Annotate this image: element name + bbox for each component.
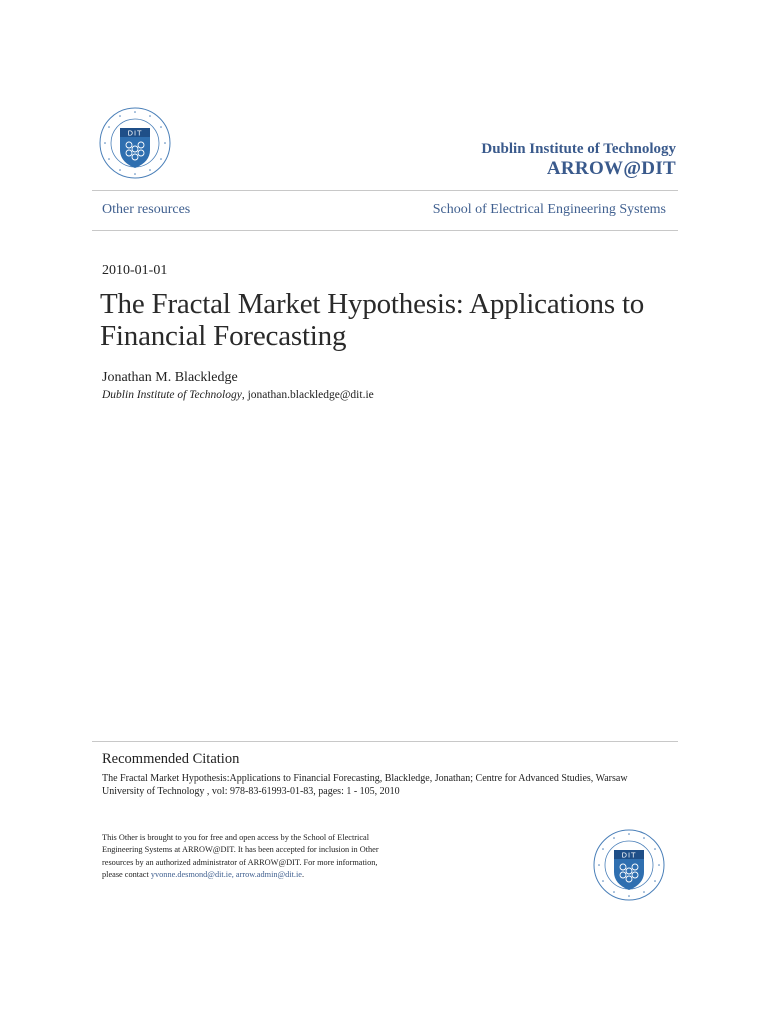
author-name: Jonathan M. Blackledge [102, 370, 238, 385]
repository-name[interactable]: ARROW@DIT [546, 158, 676, 179]
citation-text: The Fractal Market Hypothesis:Applications to Financial Forecasting, Blackledge, Jonathan; Centre for Advanced Studies, Warsaw University of Technology , vol: 978-83-61993-01-83, pages: 1 - 105, 2010 [102, 773, 628, 797]
citation-heading: Recommended Citation [102, 751, 240, 767]
notice-trailing: . [302, 870, 305, 880]
nav-divider [92, 230, 678, 231]
institution-name: Dublin Institute of Technology [481, 141, 676, 157]
article-title: The Fractal Market Hypothesis: Applications to Financial Forecasting [100, 288, 645, 352]
access-notice [102, 832, 392, 882]
svg-text:DIT: DIT [621, 851, 637, 860]
affiliation-name: Dublin Institute of Technology [102, 389, 242, 401]
dit-seal-logo-footer [592, 828, 666, 902]
notice-text: This Other is brought to you for free and open access by the School of Electrical Engineering Systems at ARROW@DIT. It has been accepted for inclusion in Other resources by an authorized administrator of ARROW@DIT. For more information, please contact [102, 833, 379, 880]
citation-divider [92, 741, 678, 742]
other-resources-link[interactable]: Other resources [102, 202, 191, 217]
dit-seal-icon [98, 106, 172, 180]
publication-date: 2010-01-01 [102, 263, 168, 278]
author-affiliation [102, 389, 374, 401]
svg-text:DIT: DIT [127, 129, 143, 138]
affiliation-email: , jonathan.blackledge@dit.ie [241, 389, 374, 401]
header-divider [92, 190, 678, 191]
institution-header [481, 140, 676, 180]
contact-email-links[interactable]: yvonne.desmond@dit.ie, arrow.admin@dit.ie [150, 870, 302, 880]
dit-seal-icon [592, 828, 666, 902]
school-link[interactable]: School of Electrical Engineering Systems [432, 202, 666, 217]
dit-seal-logo [98, 106, 172, 180]
